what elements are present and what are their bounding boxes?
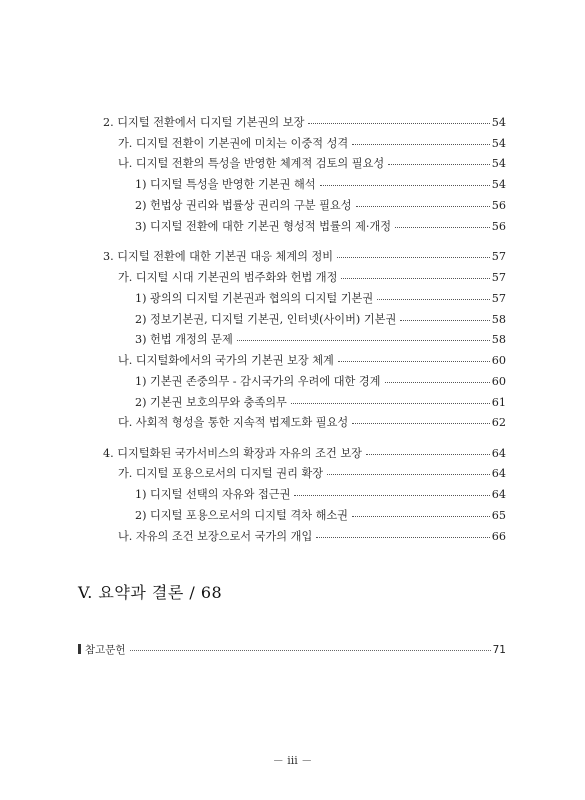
toc-entry-page: 61 (491, 396, 506, 409)
toc-entry (135, 509, 506, 523)
toc-entry-label: 1) 광의의 디지털 기본권과 협의의 디지털 기본권 (135, 292, 374, 305)
toc-entry-label: 나. 디지털 전환의 특성을 반영한 체계적 검토의 필요성 (118, 157, 385, 170)
toc-entry (135, 375, 506, 389)
toc-entry (135, 488, 506, 502)
toc-entry-label: 4. 디지털화된 국가서비스의 확장과 자유의 조건 보장 (103, 447, 362, 460)
toc-entry-label: 2) 정보기본권, 디지털 기본권, 인터넷(사이버) 기본권 (135, 313, 397, 326)
dot-leader (385, 381, 490, 383)
toc-entry (135, 178, 506, 192)
toc-entry (118, 157, 506, 171)
toc-entry-page: 65 (491, 509, 506, 522)
chapter-heading: V. 요약과 결론 / 68 (78, 583, 223, 602)
toc-entry-label: 가. 디지털 포용으로서의 디지털 권리 확장 (118, 467, 324, 480)
toc-entry-page: 57 (491, 292, 506, 305)
toc-entry-label: 1) 디지털 특성을 반영한 기본권 해석 (135, 178, 316, 191)
toc-entry-label: 2) 기본권 보호의무와 충족의무 (135, 396, 287, 409)
toc-entry-page: 57 (491, 271, 506, 284)
toc-entry (103, 116, 506, 130)
toc-entry-page: 64 (491, 488, 506, 501)
references-label: 참고문헌 (85, 644, 126, 656)
toc-entry-page: 58 (491, 313, 506, 326)
toc-entry-page: 56 (491, 220, 506, 233)
toc-entry-label: 2) 헌법상 권리와 법률상 권리의 구분 필요성 (135, 199, 352, 212)
bullet-bar-icon (78, 644, 81, 654)
toc-entry-label: 2) 디지털 포용으로서의 디지털 격차 해소권 (135, 509, 348, 522)
toc-entry-page: 54 (491, 137, 506, 150)
toc-entry (135, 292, 506, 306)
dot-leader (388, 163, 490, 165)
dot-leader (327, 473, 490, 475)
toc-entry (118, 416, 506, 430)
dot-leader (237, 339, 490, 341)
dot-leader (356, 205, 490, 207)
toc-entry (118, 271, 506, 285)
toc-entry (135, 333, 506, 347)
toc-entry-label: 3) 헌법 개정의 문제 (135, 333, 233, 346)
dot-leader (337, 256, 490, 258)
dot-leader (352, 515, 490, 517)
references-entry (78, 642, 506, 657)
toc-entry-label: 다. 사회적 형성을 통한 지속적 법제도화 필요성 (118, 416, 349, 429)
toc-entry-label: 나. 자유의 조건 보장으로서 국가의 개입 (118, 530, 313, 543)
toc-entry-label: 2. 디지털 전환에서 디지털 기본권의 보장 (103, 116, 305, 129)
toc-entry (118, 530, 506, 544)
dot-leader (294, 494, 489, 496)
dot-leader (352, 143, 490, 145)
page-number-footer: － iii － (272, 754, 313, 767)
dot-leader (291, 402, 490, 404)
dot-leader (366, 453, 490, 455)
toc-entry (135, 199, 506, 213)
toc-entry-label: 가. 디지털 시대 기본권의 범주화와 헌법 개정 (118, 271, 338, 284)
dot-leader (130, 650, 491, 651)
toc-entry-page: 60 (491, 375, 506, 388)
toc-entry (118, 467, 506, 481)
toc-entry (103, 447, 506, 461)
toc-entry (135, 313, 506, 327)
dot-leader (395, 226, 490, 228)
toc-entry-page: 64 (491, 447, 506, 460)
dot-leader (341, 277, 489, 279)
dot-leader (316, 536, 489, 538)
dot-leader (377, 298, 490, 300)
toc-entry (103, 250, 506, 264)
toc-entry-page: 54 (491, 157, 506, 170)
toc-entry-page: 54 (491, 116, 506, 129)
toc-entry-page: 57 (491, 250, 506, 263)
toc-entry-page: 58 (491, 333, 506, 346)
toc-entry-label: 3) 디지털 전환에 대한 기본권 형성적 법률의 제·개정 (135, 220, 392, 233)
toc-entry-label: 나. 디지털화에서의 국가의 기본권 보장 체계 (118, 354, 334, 367)
toc-entry (118, 137, 506, 151)
references-page: 71 (492, 644, 506, 656)
toc-entry-page: 56 (491, 199, 506, 212)
dot-leader (400, 319, 490, 321)
toc-entry (135, 220, 506, 234)
dot-leader (308, 122, 489, 124)
toc-entry (118, 354, 506, 368)
toc-entry-label: 가. 디지털 전환이 기본권에 미치는 이중적 성격 (118, 137, 349, 150)
toc-entry-label: 3. 디지털 전환에 대한 기본권 대응 체계의 정비 (103, 250, 334, 263)
toc-entry-label: 1) 기본권 존중의무 - 감시국가의 우려에 대한 경계 (135, 375, 381, 388)
dot-leader (352, 422, 490, 424)
toc-entry-page: 64 (491, 467, 506, 480)
dot-leader (338, 360, 490, 362)
toc-entry-page: 60 (491, 354, 506, 367)
toc-entry-page: 66 (491, 530, 506, 543)
toc-entry-page: 62 (491, 416, 506, 429)
toc-entry-page: 54 (491, 178, 506, 191)
toc-entry-label: 1) 디지털 선택의 자유와 접근권 (135, 488, 291, 501)
dot-leader (320, 184, 490, 186)
toc-entry (135, 396, 506, 410)
